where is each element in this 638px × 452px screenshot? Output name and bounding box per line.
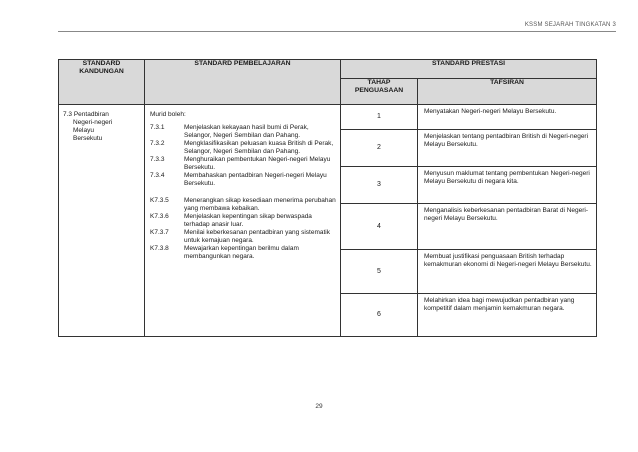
learning-item (150, 140, 336, 156)
header-standard-prestasi: STANDARD PRESTASI (341, 60, 597, 79)
page-number: 29 (315, 403, 323, 410)
learning-item-text: Mewajarkan kepentingan berilmu dalam membangunkan negara. (184, 245, 299, 260)
learning-item-code: K7.3.7 (150, 229, 169, 236)
kandungan-cell (59, 105, 145, 337)
learning-item (150, 245, 336, 261)
tafsiran-level-5: Membuat justifikasi penguasaan British terhadap kemakmuran ekonomi di Negeri-negeri Melayu Bersekutu. (418, 250, 597, 294)
kandungan-line-2: Negeri-negeri (73, 119, 113, 126)
header-tahap-penguasaan (341, 79, 418, 105)
learning-item-text: Membahaskan pentadbiran Negeri-negeri Melayu Bersekutu. (184, 172, 327, 187)
learning-item-text: Menerangkan sikap kesediaan menerima perubahan yang membawa kebaikan. (184, 197, 336, 212)
learning-item (150, 156, 336, 172)
tahap-level-1: 1 (341, 105, 418, 130)
pembelajaran-intro: Murid boleh: (150, 111, 186, 118)
learning-item-text: Menjelaskan kepentingan sikap berwaspada terhadap anasir luar. (184, 213, 312, 228)
header-standard-kandungan (59, 60, 145, 105)
learning-item-code: 7.3.2 (150, 140, 165, 147)
learning-item-text: Mengklasifikasikan peluasan kuasa British di Perak, Selangor, Negeri Sembilan dan Pahang. (184, 140, 334, 155)
tafsiran-level-2: Menjelaskan tentang pentadbiran British di Negeri-negeri Melayu Bersekutu. (418, 130, 597, 167)
learning-item-text: Menjelaskan kekayaan hasil bumi di Perak, Selangor, Negeri Sembilan dan Pahang. (184, 124, 309, 139)
learning-item-text: Menilai keberkesanan pentadbiran yang sistematik untuk kemajuan negara. (184, 229, 330, 244)
tafsiran-level-1: Menyatakan Negeri-negeri Melayu Bersekutu. (418, 105, 597, 130)
page-header-title: KSSM SEJARAH TINGKATAN 3 (524, 22, 616, 28)
learning-item-code: K7.3.5 (150, 197, 169, 204)
tahap-level-5: 5 (341, 250, 418, 294)
learning-item (150, 172, 336, 188)
tafsiran-level-4: Menganalisis keberkesanan pentadbiran Barat di Negeri-negeri Melayu Bersekutu. (418, 204, 597, 250)
header-tahap-line-2: PENGUASAAN (354, 87, 404, 94)
header-kandungan-line-1: STANDARD (82, 60, 121, 67)
learning-item (150, 229, 336, 245)
learning-item-code: 7.3.1 (150, 124, 165, 131)
tafsiran-level-3: Menyusun maklumat tentang pembentukan Negeri-negeri Melayu Bersekutu di negara kita. (418, 167, 597, 204)
tahap-level-4: 4 (341, 204, 418, 250)
learning-item (150, 213, 336, 229)
header-tafsiran: TAFSIRAN (418, 79, 597, 105)
learning-item-text: Menghuraikan pembentukan Negeri-negeri Melayu Bersekutu. (184, 156, 331, 171)
kandungan-line-4: Bersekutu (73, 135, 103, 142)
learning-item (150, 197, 336, 213)
learning-item-code: K7.3.6 (150, 213, 169, 220)
kandungan-line-3: Melayu (73, 127, 94, 134)
pembelajaran-cell (145, 105, 341, 337)
tahap-level-3: 3 (341, 167, 418, 204)
header-rule (58, 31, 616, 32)
tahap-level-6: 6 (341, 294, 418, 337)
header-tahap-line-1: TAHAP (367, 79, 391, 86)
learning-item-code: 7.3.3 (150, 156, 165, 163)
learning-item-code: 7.3.4 (150, 172, 165, 179)
standard-table (58, 59, 597, 337)
header-standard-pembelajaran: STANDARD PEMBELAJARAN (145, 60, 341, 105)
header-kandungan-line-2: KANDUNGAN (79, 68, 124, 75)
kandungan-line-1: 7.3 Pentadbiran (63, 111, 109, 118)
learning-item (150, 124, 336, 140)
tafsiran-level-6: Melahirkan idea bagi mewujudkan pentadbiran yang kompetitif dalam menjamin kemakmuran negara. (418, 294, 597, 337)
learning-item-code: K7.3.8 (150, 245, 169, 252)
tahap-level-2: 2 (341, 130, 418, 167)
